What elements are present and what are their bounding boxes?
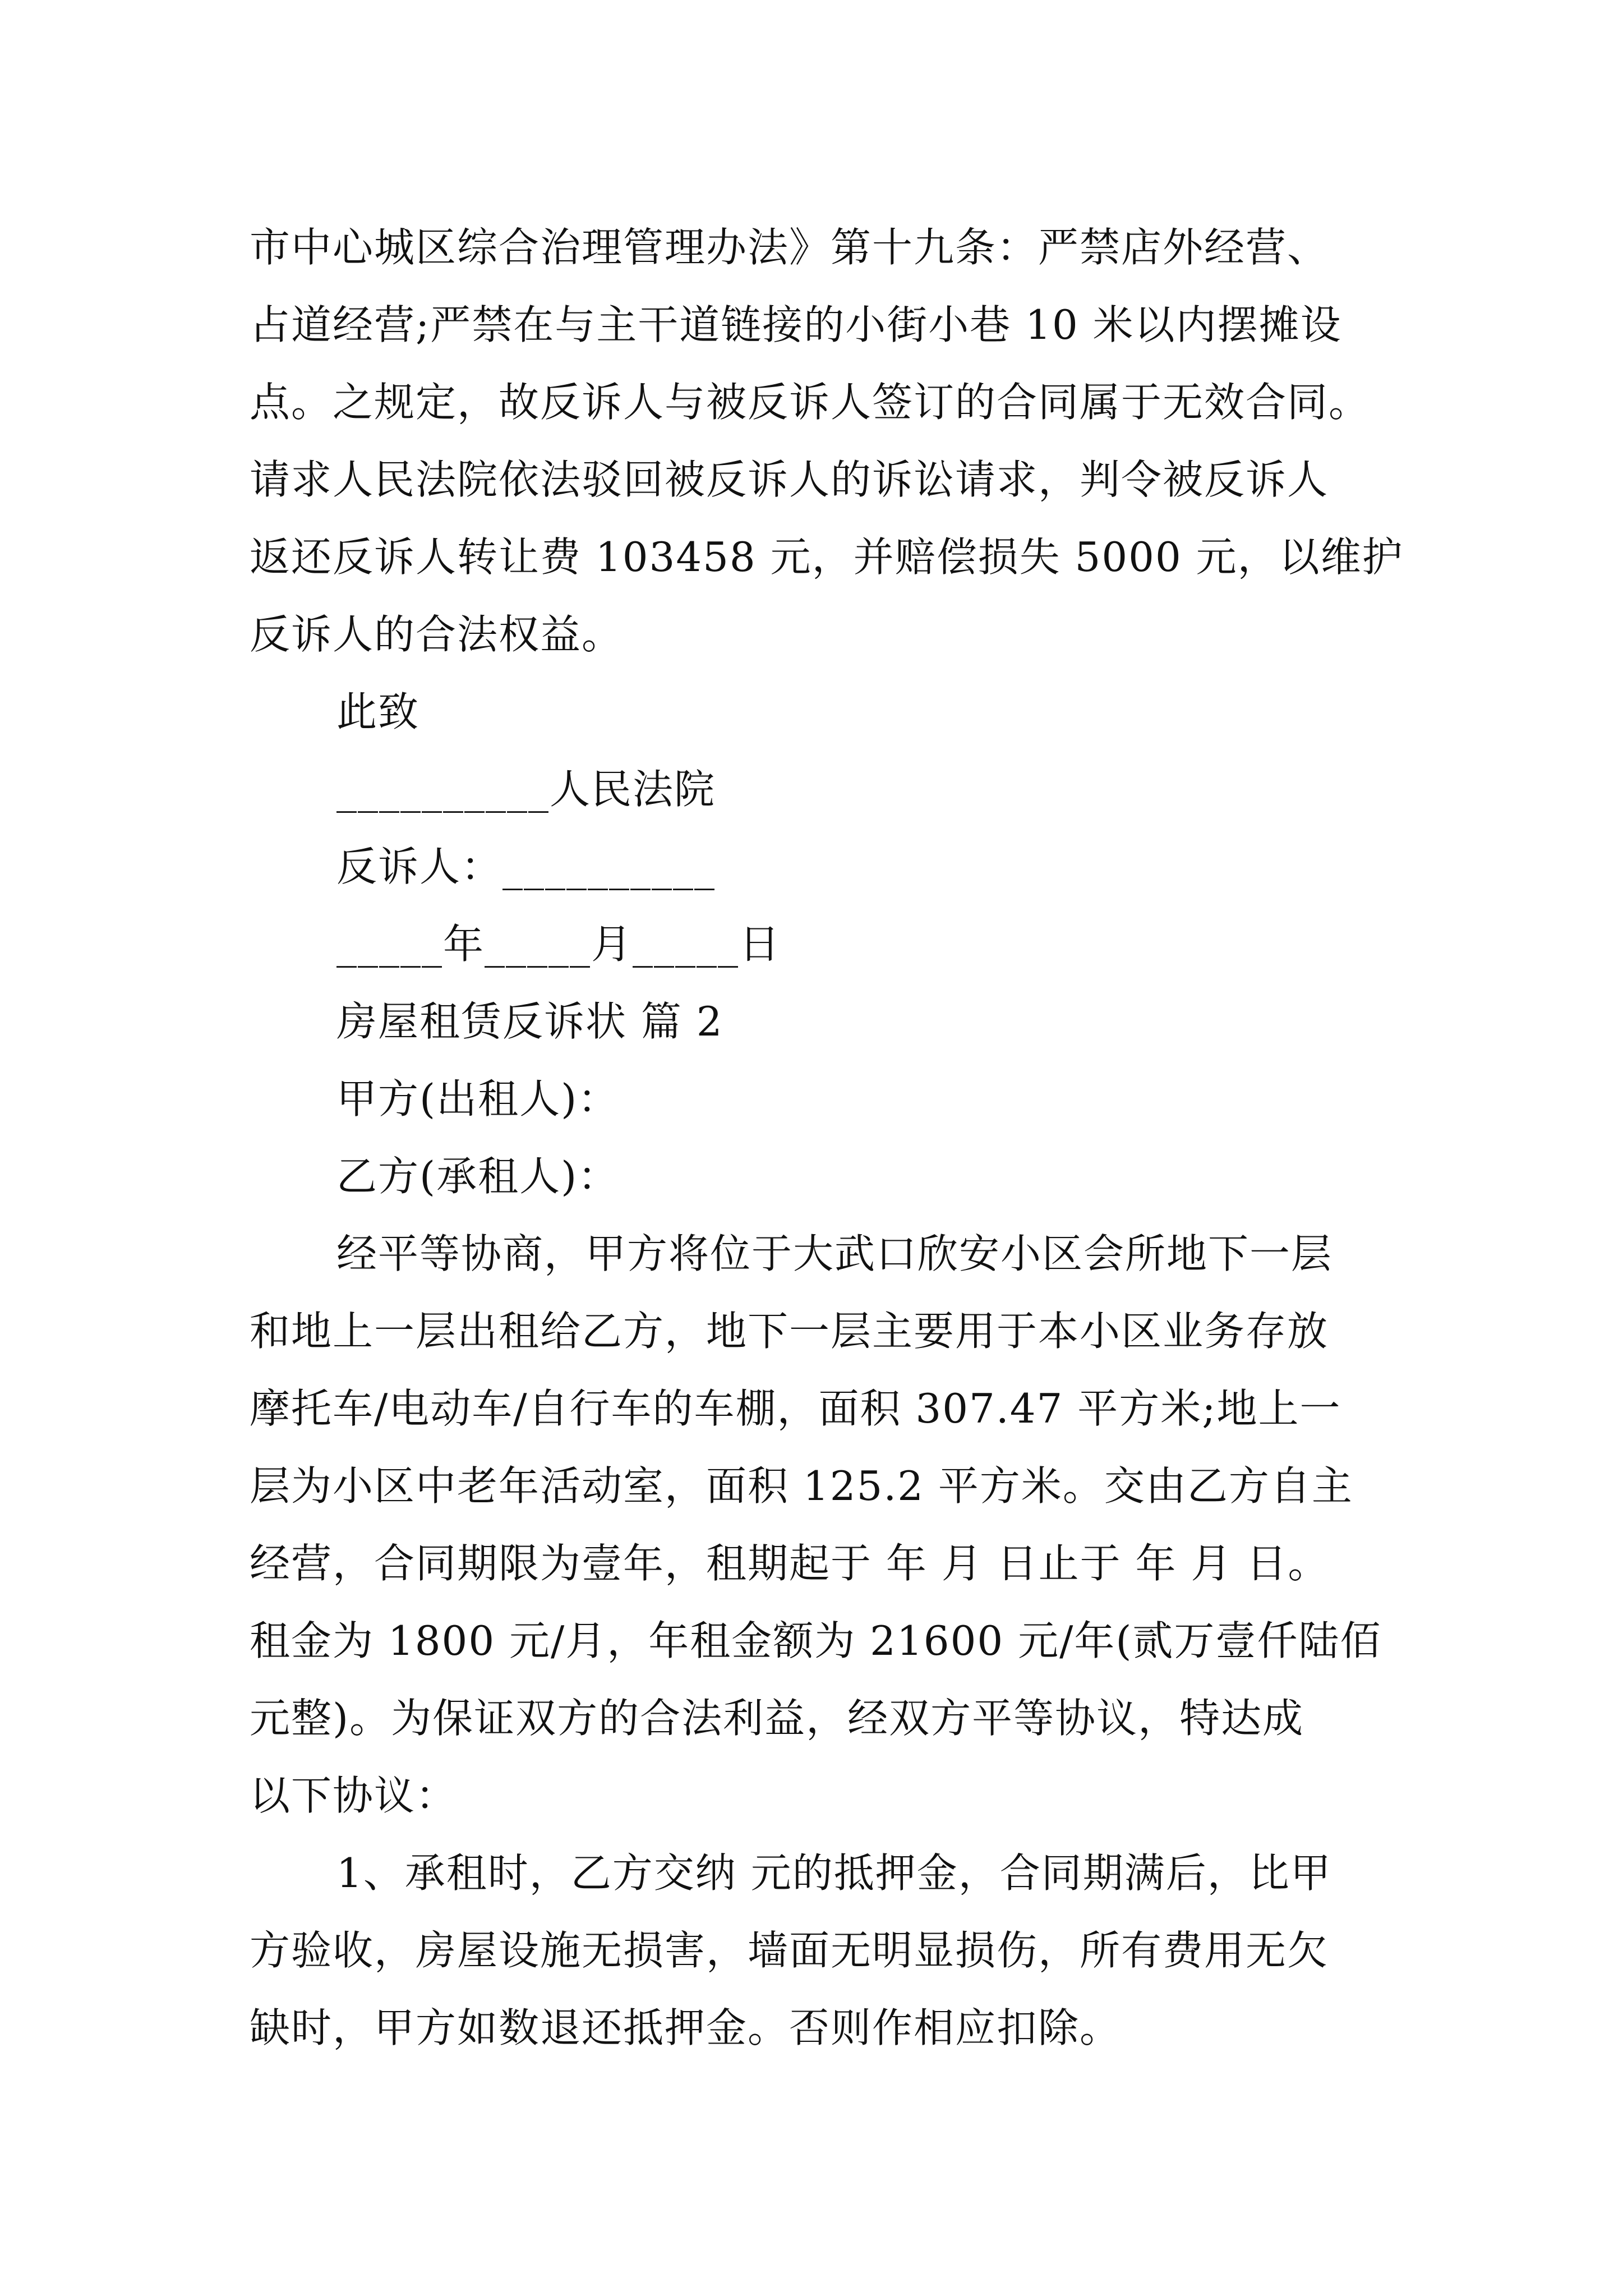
text-line: 摩托车/电动车/自行车的车棚，面积 307.47 平方米;地上一: [250, 1385, 1341, 1432]
clause-1: 1、承租时，乙方交纳 元的抵押金，合同期满后，比甲: [336, 1849, 1332, 1897]
text-line: 市中心城区综合治理管理办法》第十九条：严禁店外经营、: [250, 224, 1329, 271]
text-line: 经平等协商，甲方将位于大武口欣安小区会所地下一层: [336, 1230, 1333, 1277]
counter-claimant-blank: 反诉人：__________: [336, 843, 716, 890]
text-line: 请求人民法院依法驳回被反诉人的诉讼请求，判令被反诉人: [250, 456, 1329, 503]
text-line: 经营，合同期限为壹年，租期起于 年 月 日止于 年 月 日。: [250, 1540, 1330, 1587]
text-line: 点。之规定，故反诉人与被反诉人签订的合同属于无效合同。: [250, 379, 1371, 426]
text-line: 元整)。为保证双方的合法利益，经双方平等协议，特达成: [250, 1695, 1304, 1742]
text-line: 占道经营;严禁在与主干道链接的小街小巷 10 米以内摆摊设: [250, 301, 1342, 348]
text-line: 租金为 1800 元/月，年租金额为 21600 元/年(贰万壹仟陆佰: [250, 1617, 1382, 1664]
text-line: 方验收，房屋设施无损害，墙面无明显损伤，所有费用无欠: [250, 1927, 1329, 1974]
section-title: 房屋租赁反诉状 篇 2: [336, 998, 723, 1045]
text-line: 返还反诉人转让费 103458 元，并赔偿损失 5000 元，以维护: [250, 533, 1404, 581]
salutation: 此致: [336, 688, 420, 735]
party-b-label: 乙方(承租人)：: [336, 1153, 620, 1200]
text-line: 和地上一层出租给乙方，地下一层主要用于本小区业务存放: [250, 1308, 1329, 1355]
date-blank: _____年_____月_____日: [336, 921, 781, 968]
text-line: 缺时，甲方如数退还抵押金。否则作相应扣除。: [250, 2004, 1122, 2051]
court-blank: __________人民法院: [336, 766, 716, 813]
text-line: 以下协议：: [250, 1772, 458, 1819]
text-line: 反诉人的合法权益。: [250, 611, 624, 658]
text-line: 层为小区中老年活动室，面积 125.2 平方米。交由乙方自主: [250, 1462, 1353, 1510]
party-a-label: 甲方(出租人)：: [336, 1075, 620, 1122]
